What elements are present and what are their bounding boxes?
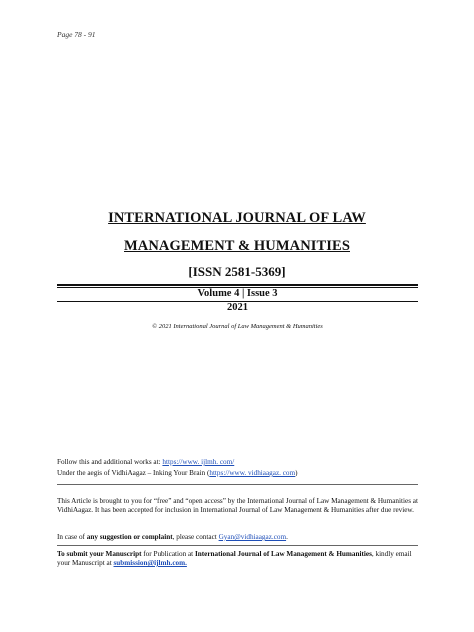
volume-issue: Volume 4 | Issue 3 [197,288,278,299]
follow-line [57,458,418,467]
submit-text-2: , kindly email your Manuscript at [57,550,412,567]
copyright-notice: © 2021 International Journal of Law Management & Humanities [152,323,323,330]
year: 2021 [227,302,248,313]
follow-text: Follow this and additional works at: [57,458,163,466]
aegis-text: Under the aegis of VidhiAagaz – Inking Your Brain ( [57,469,210,477]
contact-line [57,533,418,542]
aegis-close: ) [295,469,298,477]
journal-title-block [60,204,414,280]
submit-notice [57,550,418,568]
submit-bold-1: To submit your Manuscript [57,550,142,558]
contact-mid: , please contact [172,533,219,541]
footer-divider-2 [57,545,418,546]
article-notice: This Article is brought to you for “free” and “open access” by the International Journal of Law Management & Humanities at VidhiAagaz. It has been accepted for inclusion in International Journal of Law Management & Humanities after due review. [57,497,418,514]
divider-thick [57,284,418,286]
issn: [ISSN 2581-5369] [188,264,286,279]
footer-divider-1 [57,484,418,485]
vidhiaagaz-website-link[interactable]: https://www. vidhiaagaz. com [209,469,296,477]
contact-end: . [286,533,288,541]
page-range: Page 78 - 91 [57,30,96,39]
aegis-line [57,469,418,478]
contact-pre: In case of [57,533,87,541]
contact-email-link[interactable]: Gyan@vidhiaagaz.com [218,533,287,541]
submission-email-link[interactable]: submission@ijlmh.com. [113,559,187,567]
journal-title-line-2: MANAGEMENT & HUMANITIES [124,238,350,254]
journal-title-line-1: INTERNATIONAL JOURNAL OF LAW [108,210,366,226]
contact-bold: any suggestion or complaint [86,533,173,541]
journal-website-link[interactable]: https://www. ijlmh. com/ [162,458,235,466]
submit-bold-2: International Journal of Law Management & Humanities [194,550,372,558]
submit-text-1: for Publication at [141,550,195,558]
